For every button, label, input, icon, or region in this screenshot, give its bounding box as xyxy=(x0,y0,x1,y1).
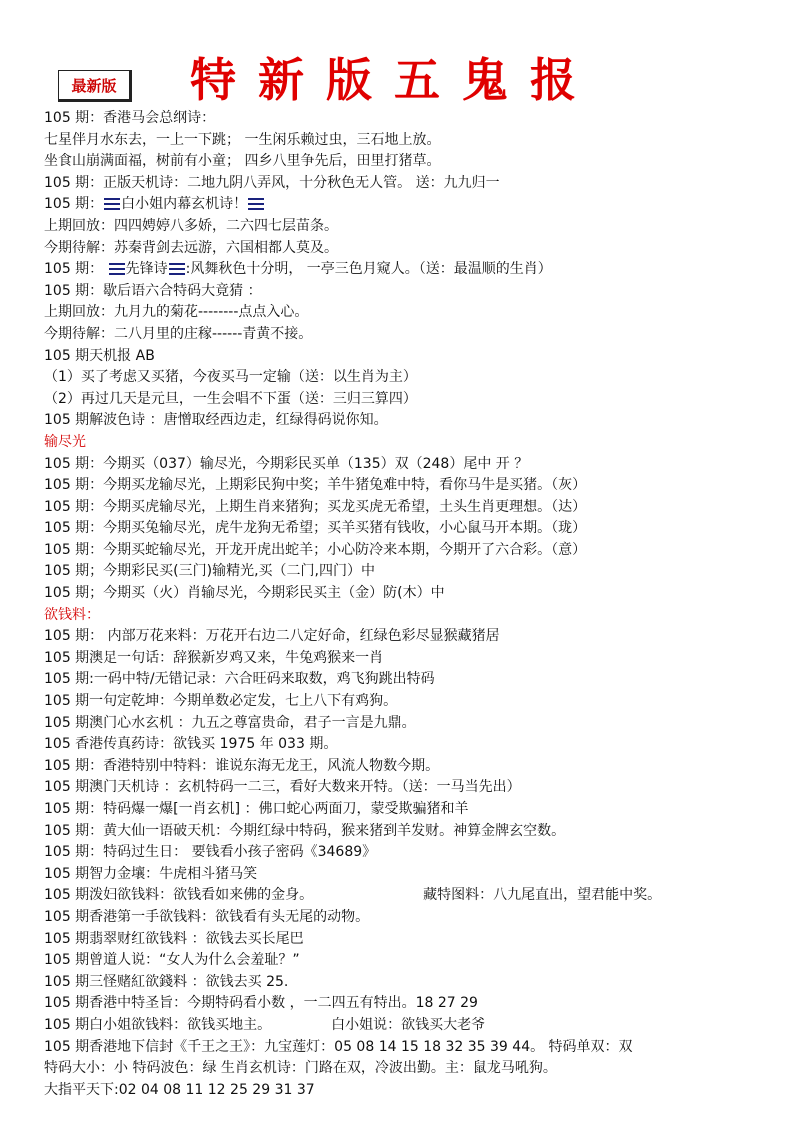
line-text: （1）买了考虑又买猪，今夜买马一定输（送：以生肖为主） xyxy=(44,369,417,386)
line-text: 105 期：特码过生日： 要钱看小孩子密码《34689》 xyxy=(44,844,377,861)
trigram-icon xyxy=(109,263,125,275)
text-line xyxy=(44,950,789,972)
line-text: 105 期：今期买兔输尽光，虎牛龙狗无希望；买羊买猪有钱收，小心鼠马开本期。（珑） xyxy=(44,520,587,537)
text-line xyxy=(44,993,789,1015)
section-heading xyxy=(44,605,789,627)
trigram-icon xyxy=(248,198,264,210)
content-lines xyxy=(44,108,789,1101)
line-text: 105 期一句定乾坤：今期单数必定发，七上八下有鸡狗。 xyxy=(44,693,398,710)
line-text: 105 期；今期彩民买(三门)输精光,买（二门,四门）中 xyxy=(44,563,375,580)
text-line xyxy=(44,1015,789,1037)
text-line xyxy=(44,1080,789,1102)
line-text: 105 期翡翠财红欲钱料 ：欲钱去买长尾巴 xyxy=(44,930,304,947)
latest-version-badge: 最新版 xyxy=(58,70,132,102)
text-line xyxy=(44,929,789,951)
line-text: 输尽光 xyxy=(44,433,86,450)
text-line xyxy=(44,302,789,324)
text-line xyxy=(44,972,789,994)
trigram-icon xyxy=(104,198,120,210)
line-text: 105 期澳门心水玄机 ：九五之尊富贵命，君子一言是九鼎。 xyxy=(44,714,416,731)
text-line xyxy=(44,475,789,497)
line-text: 欲钱料： xyxy=(44,606,100,623)
line-text: 坐食山崩满面福，树前有小童； 四乡八里争先后，田里打猪草。 xyxy=(44,153,441,170)
line-text: 上期回放：四四娉婷八多娇，二六四七层苗条。 xyxy=(44,217,338,234)
text-line xyxy=(44,756,789,778)
text-line xyxy=(44,410,789,432)
line-text: 105 期智力金壤：牛虎相斗猪马笑 xyxy=(44,865,258,882)
text-line xyxy=(44,842,789,864)
text-line xyxy=(44,540,789,562)
line-text: 105 期：黄大仙一语破天机：今期红绿中特码，猴来猪到羊发财。神算金牌玄空数。 xyxy=(44,822,566,839)
line-text: 105 期：歇后语六合特码大竟猜 ： xyxy=(44,282,262,299)
text-line xyxy=(44,713,789,735)
text-line xyxy=(44,561,789,583)
line-text: 105 期:一码中特/无错记录：六合旺码来取数，鸡飞狗跳出特码 xyxy=(44,671,435,688)
text-line xyxy=(44,648,789,670)
line-text: 105 期白小姐欲钱料：欲钱买地主。 xyxy=(44,1016,272,1033)
page-title: 特新版五鬼报 xyxy=(190,53,598,107)
text-line xyxy=(44,864,789,886)
line-text: 105 期香港中特圣旨：今期特码看小数 ，一二四五有特出。18 27 29 xyxy=(44,995,478,1012)
line-text: 105 期： 内部万花来料：万花开右边二八定好命，红绿色彩尽显猴藏猪居 xyxy=(44,628,500,645)
line-text: 先锋诗 xyxy=(125,261,168,278)
text-line xyxy=(44,885,789,907)
section-heading xyxy=(44,432,789,454)
text-line xyxy=(44,151,789,173)
line-prefix: 105 期： xyxy=(44,261,108,278)
line-text: 105 期：香港特别中特料：谁说东海无龙王，风流人物数今期。 xyxy=(44,757,440,774)
line-text: 105 期：今期买龙输尽光，上期彩民狗中奖；羊牛猪兔难中特，看你马牛是买猪。（灰） xyxy=(44,477,587,494)
text-line xyxy=(44,821,789,843)
text-line xyxy=(44,518,789,540)
text-line xyxy=(44,324,789,346)
text-line xyxy=(44,346,789,368)
line-text: 105 期：今期买（037）输尽光，今期彩民买单（135）双（248）尾中 开 ？ xyxy=(44,455,529,472)
text-line xyxy=(44,799,789,821)
text-line xyxy=(44,626,789,648)
line-prefix: 105 期： xyxy=(44,196,104,213)
text-line xyxy=(44,238,789,260)
text-line xyxy=(44,216,789,238)
line-text: 105 期泼妇欲钱料：欲钱看如来佛的金身。 xyxy=(44,887,314,904)
text-line xyxy=(44,108,789,130)
text-line xyxy=(44,669,789,691)
text-line xyxy=(44,777,789,799)
line-text: 白小姐内幕玄机诗！ xyxy=(121,196,248,213)
line-text: 105 期解波色诗 ：唐憎取经西边走，红绿得码说你知。 xyxy=(44,412,388,429)
line-suffix: 白小姐说：欲钱买大老爷 xyxy=(331,1016,486,1033)
text-line xyxy=(44,281,789,303)
text-line xyxy=(44,367,789,389)
line-text: 105 期：正版天机诗：二地九阴八弄风，十分秋色无人管。 送：九九归一 xyxy=(44,174,500,191)
text-line xyxy=(44,734,789,756)
line-text: 105 期澳足一句话：辞猴新岁鸡又来，牛兔鸡猴来一肖 xyxy=(44,649,384,666)
line-text: 105 期曾道人说：“女人为什么会羞耻？” xyxy=(44,952,300,969)
line-text: 105 期三怪赌紅欲錢料 ：欲钱去买 25. xyxy=(44,973,289,990)
line-text: 105 香港传真药诗：欲钱买 1975 年 033 期。 xyxy=(44,736,338,753)
line-text: 105 期：今期买虎输尽光，上期生肖来猪狗；买龙买虎无希望，土头生肖更理想。（达） xyxy=(44,498,587,515)
text-line xyxy=(44,454,789,476)
text-line xyxy=(44,389,789,411)
line-text: 今期待解：苏秦背剑去远游，六国相都人莫及。 xyxy=(44,239,338,256)
text-line xyxy=(44,691,789,713)
line-text: 105 期天机报 AB xyxy=(44,347,155,364)
line-text: 105 期：特码爆一爆[一肖玄机] ：佛口蛇心两面刀，蒙受欺骗猪和羊 xyxy=(44,801,469,817)
line-text: 上期回放：九月九的菊花--------点点入心。 xyxy=(44,304,309,321)
text-line xyxy=(44,194,789,216)
line-text: 105 期；今期买（火）肖输尽光，今期彩民买主（金）防(木）中 xyxy=(44,585,445,602)
trigram-icon xyxy=(169,263,185,275)
line-text: 105 期：今期买蛇输尽光，开龙开虎出蛇羊；小心防冷来本期，今期开了六合彩。（意） xyxy=(44,541,587,558)
text-line xyxy=(44,583,789,605)
line-text: 105 期香港第一手欲钱料：欲钱看有头无尾的动物。 xyxy=(44,908,370,925)
line-text: 105 期：香港马会总纲诗： xyxy=(44,110,216,126)
line-text: 今期待解：二八月里的庄稼------青黄不接。 xyxy=(44,325,313,342)
text-line xyxy=(44,259,789,281)
text-line xyxy=(44,1058,789,1080)
text-line xyxy=(44,130,789,152)
line-text: 105 期澳门天机诗 ：玄机特码一二三，看好大数来开特。（送：一马当先出） xyxy=(44,779,521,796)
line-text: 特码大小：小 特码波色：绿 生肖玄机诗：门路在双，冷波出勤。主：鼠龙马吼狗。 xyxy=(44,1060,557,1077)
line-text: 105 期香港地下信封《千王之王》：九宝莲灯：05 08 14 15 18 32 35 39 44。 特码单双：双 xyxy=(44,1038,633,1055)
text-line xyxy=(44,497,789,519)
line-text: 七星伴月水东去，一上一下跳； 一生闲乐赖过虫，三石地上放。 xyxy=(44,131,441,148)
text-line xyxy=(44,1037,789,1059)
line-text: 大指平天下:02 04 08 11 12 25 29 31 37 xyxy=(44,1081,315,1098)
text-line xyxy=(44,907,789,929)
text-line xyxy=(44,173,789,195)
line-text: （2）再过几天是元旦，一生会唱不下蛋（送：三归三算四） xyxy=(44,390,417,407)
line-suffix: :风舞秋色十分明， 一亭三色月窥人。（送：最温顺的生肖） xyxy=(185,261,552,278)
line-suffix: 藏特图料：八九尾直出，望君能中奖。 xyxy=(423,887,662,904)
